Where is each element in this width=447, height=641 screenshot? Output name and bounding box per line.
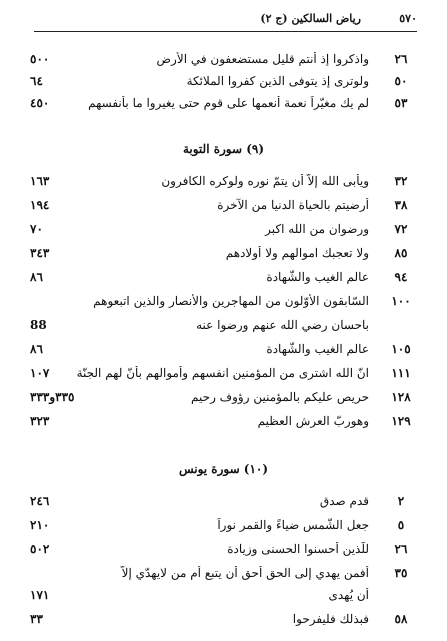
page-ref: ٥٠٢: [30, 542, 50, 556]
verse-number: ١٠٠: [391, 294, 411, 308]
verse-text: فبذلك فليفرحوا: [292, 612, 369, 626]
verse-number: ٣٢: [394, 174, 408, 188]
verse-text: أفمن يهدي إلى الحق أحق أن يتبع أم من لايهدّي إلاّ: [121, 566, 369, 580]
verse-number: ٩٤: [394, 270, 408, 284]
section-title: (١٠) سورة يونس: [178, 462, 269, 476]
page-header: [34, 8, 417, 32]
index-row: [30, 494, 417, 516]
page-ref: ٣٢٣: [30, 414, 50, 428]
index-row: [30, 174, 417, 196]
verse-text: للّذين أحسنوا الحسنى وزيادة: [227, 542, 369, 556]
page-ref: ٢١٠: [30, 518, 50, 532]
verse-text: قدم صدق: [319, 494, 369, 508]
index-row: [30, 318, 417, 340]
page-ref: ١٠٧: [30, 366, 50, 380]
index-row: [30, 390, 417, 412]
verse-text: حريص عليكم بالمؤمنين رؤوف رحيم: [191, 390, 369, 404]
verse-number: ٢٦: [394, 52, 408, 66]
verse-number: ١١١: [391, 366, 411, 380]
page-ref: ١٧١: [30, 588, 50, 602]
book-title: رياض السالكين (ج ٢): [260, 12, 361, 25]
index-row: [30, 612, 417, 634]
verse-text: أرضيتم بالحياة الدنيا من الآخرة: [217, 198, 369, 212]
verse-text: أن يُهدى: [328, 588, 369, 602]
verse-text: السّابقون الأوّلون من المهاجرين والأنصار والذين اتبعوهم: [93, 294, 369, 308]
page-ref: ٨٦: [30, 342, 43, 356]
page-ref: ٣٣٥و٣٣٣: [30, 390, 75, 404]
verse-number: ١٠٥: [391, 342, 411, 356]
page-ref: ٤٥٠: [30, 96, 50, 110]
page-ref: ٣٤٣: [30, 246, 50, 260]
page-ref: ٧٠: [30, 222, 43, 236]
page-ref: ٥٠٠: [30, 52, 50, 66]
page-ref: ٣٣: [30, 612, 43, 626]
verse-text: واذكروا إذ أنتم قليل مستضعفون في الأرض: [156, 52, 369, 66]
index-row: [30, 342, 417, 364]
verse-text: ولا تعجبك اموالهم ولا أولادهم: [225, 246, 369, 260]
verse-text: انّ الله اشترى من المؤمنين انفسهم وأموالهم بأنّ لهم الجنّة: [76, 366, 369, 380]
verse-number: ٢٦: [394, 542, 408, 556]
verse-number: ٥٣: [394, 96, 408, 110]
page-ref: ٦٤: [30, 74, 43, 88]
verse-number: ٢: [397, 494, 405, 508]
verse-number: ٥: [397, 518, 405, 532]
verse-text: وهوربّ العرش العظيم: [257, 414, 369, 428]
page-ref: ١٦٣: [30, 174, 50, 188]
verse-number: ٣٥: [394, 566, 408, 580]
verse-number: ٣٨: [394, 198, 408, 212]
index-row: [30, 366, 417, 388]
verse-text: ولوترى إذ يتوفى الذين كفروا الملائكة: [186, 74, 369, 88]
verse-text: لم يك مغيّراً نعمة أنعمها على قوم حتى يغيروا ما بأنفسهم: [88, 96, 369, 110]
page-number: ٥٧٠: [399, 12, 417, 25]
verse-text: عالم الغيب والشّهادة: [266, 270, 369, 284]
index-row: [30, 518, 417, 540]
index-row: [30, 566, 417, 588]
index-row: [30, 542, 417, 564]
verse-number: ٥٠: [394, 74, 408, 88]
index-row: [30, 294, 417, 316]
verse-number: ٧٢: [394, 222, 408, 236]
section-title: (٩) سورة التوبة: [182, 142, 265, 156]
verse-number: ٥٨: [394, 612, 408, 626]
page-ref: ٨٦: [30, 270, 43, 284]
verse-text: جعل الشّمس ضياءً والقمر نوراً: [217, 518, 369, 532]
verse-text: ويأبى الله إلاّ أن يتمّ نوره ولوكره الكافرون: [161, 174, 369, 188]
index-row: [30, 414, 417, 436]
index-row: [30, 52, 417, 74]
index-row: [30, 246, 417, 268]
verse-text: ورضوان من الله اكبر: [265, 222, 369, 236]
index-row: [30, 270, 417, 292]
page-ref: 88: [30, 318, 47, 332]
index-row: [30, 222, 417, 244]
page-ref: ٢٤٦: [30, 494, 50, 508]
index-row: [30, 74, 417, 96]
index-row: [30, 588, 417, 610]
verse-number: ٨٥: [394, 246, 408, 260]
verse-number: ١٢٨: [391, 390, 411, 404]
page-ref: ١٩٤: [30, 198, 50, 212]
index-row: [30, 198, 417, 220]
verse-text: باحسان رضي الله عنهم ورضوا عنه: [196, 318, 369, 332]
verse-number: ١٢٩: [391, 414, 411, 428]
verse-text: عالم الغيب والشّهادة: [266, 342, 369, 356]
header-rule: [34, 31, 417, 32]
index-row: [30, 96, 417, 118]
